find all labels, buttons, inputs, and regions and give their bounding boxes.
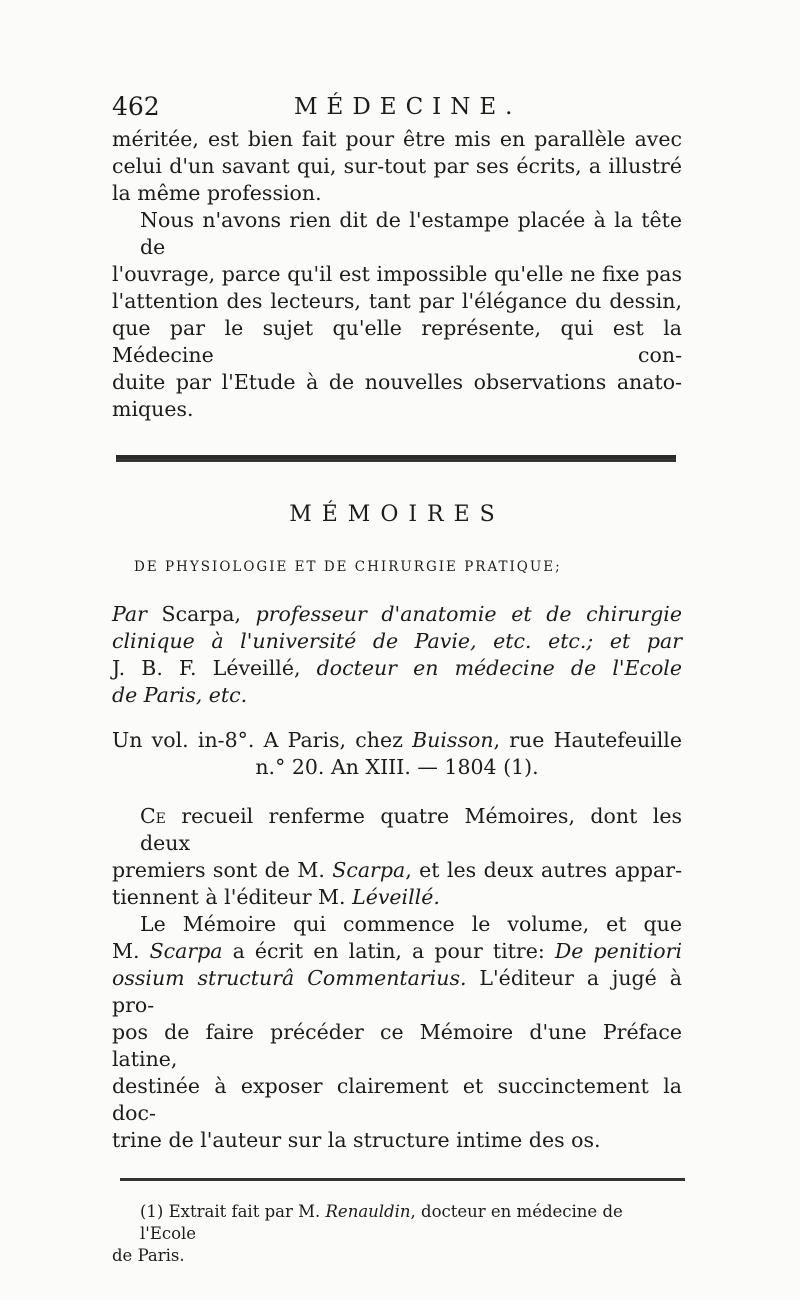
- text-span: Scarpa: [149, 939, 223, 963]
- text-span: De penitiori: [554, 939, 683, 963]
- publisher-name: Buisson: [412, 728, 494, 752]
- text-line: [112, 884, 682, 911]
- page-number: 462: [112, 92, 160, 121]
- editor-title: docteur en médecine de l'Ecole: [316, 656, 682, 680]
- text-line: Le Mémoire qui commence le volume, et que: [140, 912, 682, 936]
- text-span: L'éditeur a jugé à pro-: [112, 966, 682, 1017]
- byline-line: [112, 601, 682, 628]
- text-line: Nous n'avons rien dit de l'estampe placée à la tête de: [140, 208, 682, 259]
- text-span: , docteur en médecine de l'Ecole: [140, 1202, 623, 1243]
- text-span: , et les deux autres appar-: [405, 858, 682, 882]
- section-title: MÉMOIRES: [289, 502, 505, 527]
- review-body: [112, 803, 682, 1154]
- section-subtitle: DE PHYSIOLOGIE ET DE CHIRURGIE PRATIQUE;: [134, 559, 562, 575]
- text-line: l'ouvrage, parce qu'il est impossible qu'elle ne fixe pas: [112, 262, 682, 286]
- editor-name: J. B. F. Léveillé,: [112, 656, 317, 680]
- text-line: [112, 938, 682, 965]
- text-span: premiers sont de M.: [112, 858, 333, 882]
- footnote-divider: [120, 1178, 685, 1181]
- review-paragraph: [112, 207, 682, 423]
- author-title: professeur d'anatomie et de chirurgie: [255, 602, 682, 626]
- author-name: Scarpa,: [146, 602, 256, 626]
- text-line: [112, 857, 682, 884]
- page-header: [112, 92, 682, 126]
- text-span: tiennent à l'éditeur M.: [112, 885, 353, 909]
- text-line: méritée, est bien fait pour être mis en parallèle avec: [112, 127, 682, 151]
- imprint-line: [112, 727, 682, 754]
- byline-par: Par: [112, 602, 147, 626]
- text-span: Renauldin: [325, 1202, 411, 1221]
- book-page: [112, 92, 682, 1267]
- text-line: pos de faire précéder ce Mémoire d'une Préface latine,: [112, 1020, 682, 1071]
- author-affiliation: clinique à l'université de Pavie, etc. etc.; et par: [112, 629, 682, 653]
- imprint-line: n.° 20. An XIII. — 1804 (1).: [255, 755, 539, 779]
- footnote-line: de Paris.: [112, 1246, 185, 1265]
- text-line: [112, 965, 682, 1019]
- drop-word: Ce: [140, 804, 166, 828]
- text-span: ossium structurâ Commentarius.: [112, 966, 467, 990]
- text-span: Léveillé.: [352, 885, 440, 909]
- text-span: recueil renferme quatre Mémoires, dont les deux: [140, 804, 682, 855]
- author-byline: [112, 601, 682, 709]
- text-line: l'attention des lecteurs, tant par l'élégance du dessin,: [112, 289, 682, 313]
- running-head: MÉDECINE.: [294, 94, 522, 120]
- text-span: a écrit en latin, a pour titre:: [222, 939, 555, 963]
- text-line: celui d'un savant qui, sur-tout par ses écrits, a illustré: [112, 154, 682, 178]
- text-line: [112, 803, 682, 857]
- text-line: trine de l'auteur sur la structure intime des os.: [112, 1128, 601, 1152]
- footnote: [112, 1201, 682, 1267]
- text-line: duite par l'Etude à de nouvelles observations anato-: [112, 370, 682, 394]
- text-span: (1) Extrait fait par M.: [140, 1202, 326, 1221]
- text-span: M.: [112, 939, 150, 963]
- imprint-text: Un vol. in-8°. A Paris, chez: [112, 728, 413, 752]
- text-line: miques.: [112, 397, 194, 421]
- text-line: destinée à exposer clairement et succinctement la doc-: [112, 1074, 682, 1125]
- byline-line: [112, 628, 682, 655]
- footnote-line: [112, 1201, 682, 1245]
- byline-line: [112, 655, 682, 682]
- imprint: [112, 727, 682, 781]
- top-paragraph: [112, 126, 682, 207]
- byline-line: [112, 682, 682, 709]
- section-divider: [116, 455, 676, 462]
- text-span: Scarpa: [332, 858, 406, 882]
- editor-affiliation: de Paris, etc.: [112, 683, 248, 707]
- text-line: que par le sujet qu'elle représente, qui est la Médecine con-: [112, 316, 682, 367]
- text-line: la même profession.: [112, 181, 322, 205]
- imprint-text: , rue Hautefeuille: [493, 728, 682, 752]
